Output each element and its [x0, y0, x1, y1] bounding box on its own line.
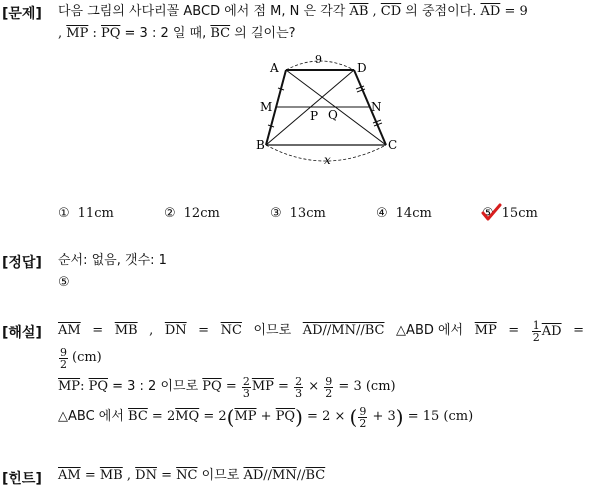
eq: =	[156, 468, 177, 483]
choice-1[interactable]	[58, 206, 114, 221]
choice-number: ②	[164, 206, 176, 221]
numerator: 2	[242, 374, 250, 388]
denominator: 2	[359, 416, 367, 430]
segment-bc: $\overline{BC}$	[210, 26, 231, 41]
problem-text-part: = 3 : 2 일 때,	[120, 26, 211, 41]
word: 이므로	[253, 323, 292, 338]
word: = 3 : 2 이므로	[107, 379, 203, 394]
seg: $\overline{AM}$	[58, 323, 81, 338]
seg: $\overline{BC}$	[305, 468, 326, 483]
eq: = 2	[147, 409, 176, 424]
seg: $\overline{DN}$	[164, 323, 187, 338]
problem-text-part: 의 중점이다.	[401, 4, 481, 19]
choice-2[interactable]	[164, 206, 220, 221]
choice-text: 13cm	[289, 206, 326, 221]
explanation-line-4	[58, 402, 584, 432]
seg: $\overline{MP}$	[251, 379, 274, 394]
fraction	[59, 347, 68, 370]
numerator: 9	[325, 374, 333, 388]
choice-5[interactable]	[482, 206, 538, 221]
choice-text: 11cm	[77, 206, 114, 221]
comma: ,	[149, 323, 154, 338]
seg: $\overline{MB}$	[99, 468, 123, 483]
segment-ad: $\overline{AD}$	[480, 4, 501, 19]
problem-text	[58, 2, 584, 44]
choice-4[interactable]	[376, 206, 432, 221]
seg: $\overline{BC}$	[128, 409, 148, 424]
problem-text-part: = 9	[500, 4, 528, 19]
problem-text-part: :	[88, 26, 101, 41]
seg: $\overline{MQ}$	[175, 409, 200, 424]
seg: $\overline{MP}$	[474, 323, 497, 338]
result: = 3 (cm)	[338, 379, 396, 394]
seg: $\overline{MN}$	[272, 468, 297, 483]
parallel: //	[263, 468, 273, 483]
op: + 3	[368, 409, 396, 424]
numerator: 9	[359, 404, 367, 418]
choice-number: ⑤	[482, 206, 494, 221]
seg: $\overline{MB}$	[114, 323, 138, 338]
choice-list	[58, 206, 588, 226]
seg: $\overline{PQ}$	[202, 379, 222, 394]
op: :	[80, 379, 89, 394]
segment-mp: $\overline{MP}$	[66, 26, 89, 41]
denominator: 2	[325, 386, 333, 400]
problem-line-2	[58, 24, 584, 44]
answer-value: ⑤	[58, 275, 70, 290]
seg: $\overline{NC}$	[220, 323, 242, 338]
hint-label: [힌트]	[2, 471, 42, 487]
answer-block	[58, 251, 584, 293]
trapezoid-figure	[250, 52, 410, 167]
problem-text-part: ,	[58, 26, 67, 41]
answer-label: [정답]	[2, 255, 42, 271]
label-top-length: 9	[315, 53, 322, 66]
denominator: 3	[295, 386, 303, 400]
fraction	[294, 376, 303, 399]
problem-line-1	[58, 2, 584, 22]
unit: (cm)	[72, 350, 102, 365]
fraction	[358, 406, 367, 429]
label-q: Q	[328, 108, 338, 122]
eq: = 2 ×	[302, 409, 350, 424]
problem-text-part: ,	[368, 4, 381, 19]
answer-meta: 순서: 없음, 갯수: 1	[58, 253, 167, 268]
fraction	[324, 376, 333, 399]
op	[319, 377, 323, 397]
seg: $\overline{AM}$	[58, 468, 81, 483]
explanation-line-3	[58, 372, 584, 402]
eq: =	[221, 379, 241, 394]
choice-number: ③	[270, 206, 282, 221]
fraction	[242, 376, 251, 399]
seg: $\overline{AD}$	[243, 468, 264, 483]
seg: $\overline{MP}$	[234, 409, 257, 424]
label-c: C	[388, 138, 398, 152]
paren: )	[395, 405, 404, 429]
fraction	[532, 320, 541, 343]
hint-text	[58, 466, 584, 486]
seg: $\overline{DN}$	[135, 468, 157, 483]
paren: )	[295, 405, 303, 429]
choice-number: ④	[376, 206, 388, 221]
label-n: N	[371, 100, 382, 114]
seg: $\overline{NC}$	[176, 468, 198, 483]
problem-text-part: 의 길이는?	[230, 26, 296, 41]
choice-text: 15cm	[501, 206, 538, 221]
numerator: 1	[532, 318, 540, 332]
paren: (	[226, 405, 235, 429]
eq: =	[92, 323, 104, 338]
choice-number: ①	[58, 206, 70, 221]
numerator: 9	[60, 345, 67, 359]
denominator: 3	[242, 386, 250, 400]
choice-text: 12cm	[183, 206, 220, 221]
seg: $\overline{PQ}$	[275, 409, 296, 424]
denominator: 2	[532, 330, 540, 344]
label-a: A	[270, 61, 279, 75]
paren: (	[349, 405, 358, 429]
seg-parallel: AD//MN//BC	[302, 323, 385, 338]
eq: = 2	[199, 409, 227, 424]
seg: $\overline{PQ}$	[88, 379, 108, 394]
choice-text: 14cm	[395, 206, 432, 221]
word: 이므로	[201, 468, 240, 483]
label-p: P	[310, 109, 319, 123]
label-bottom-length: x	[324, 153, 331, 167]
explanation-label: [해설]	[2, 325, 42, 341]
word: △ABC 에서	[58, 409, 129, 424]
explanation-line-1	[58, 318, 584, 344]
word: △ABD 에서	[396, 323, 464, 338]
op: +	[256, 409, 276, 424]
denominator: 2	[60, 357, 67, 371]
segment-pq: $\overline{PQ}$	[100, 26, 121, 41]
result: = 15 (cm)	[403, 409, 474, 424]
seg: $\overline{MP}$	[58, 379, 81, 394]
eq: =	[273, 379, 294, 394]
label-b: B	[256, 138, 265, 152]
explanation-block	[58, 318, 584, 432]
parallel: //	[296, 468, 306, 483]
problem-label: [문제]	[2, 6, 42, 22]
check-mark-icon	[480, 202, 502, 224]
problem-text-part: 다음 그림의 사다리꼴 ABCD 에서 점 M, N 은 각각	[58, 4, 350, 19]
segment-cd: $\overline{CD}$	[380, 4, 402, 19]
label-d: D	[357, 61, 367, 75]
eq: =	[80, 468, 100, 483]
numerator: 2	[295, 374, 303, 388]
comma: ,	[122, 468, 136, 483]
seg: $\overline{AD}$	[541, 323, 562, 339]
segment-ab: $\overline{AB}$	[349, 4, 369, 19]
times: ×	[308, 379, 320, 394]
eq: =	[573, 323, 584, 338]
choice-3[interactable]	[270, 206, 326, 221]
eq: =	[508, 323, 520, 338]
eq: =	[198, 323, 210, 338]
explanation-line-2	[58, 344, 584, 372]
label-m: M	[260, 100, 273, 114]
